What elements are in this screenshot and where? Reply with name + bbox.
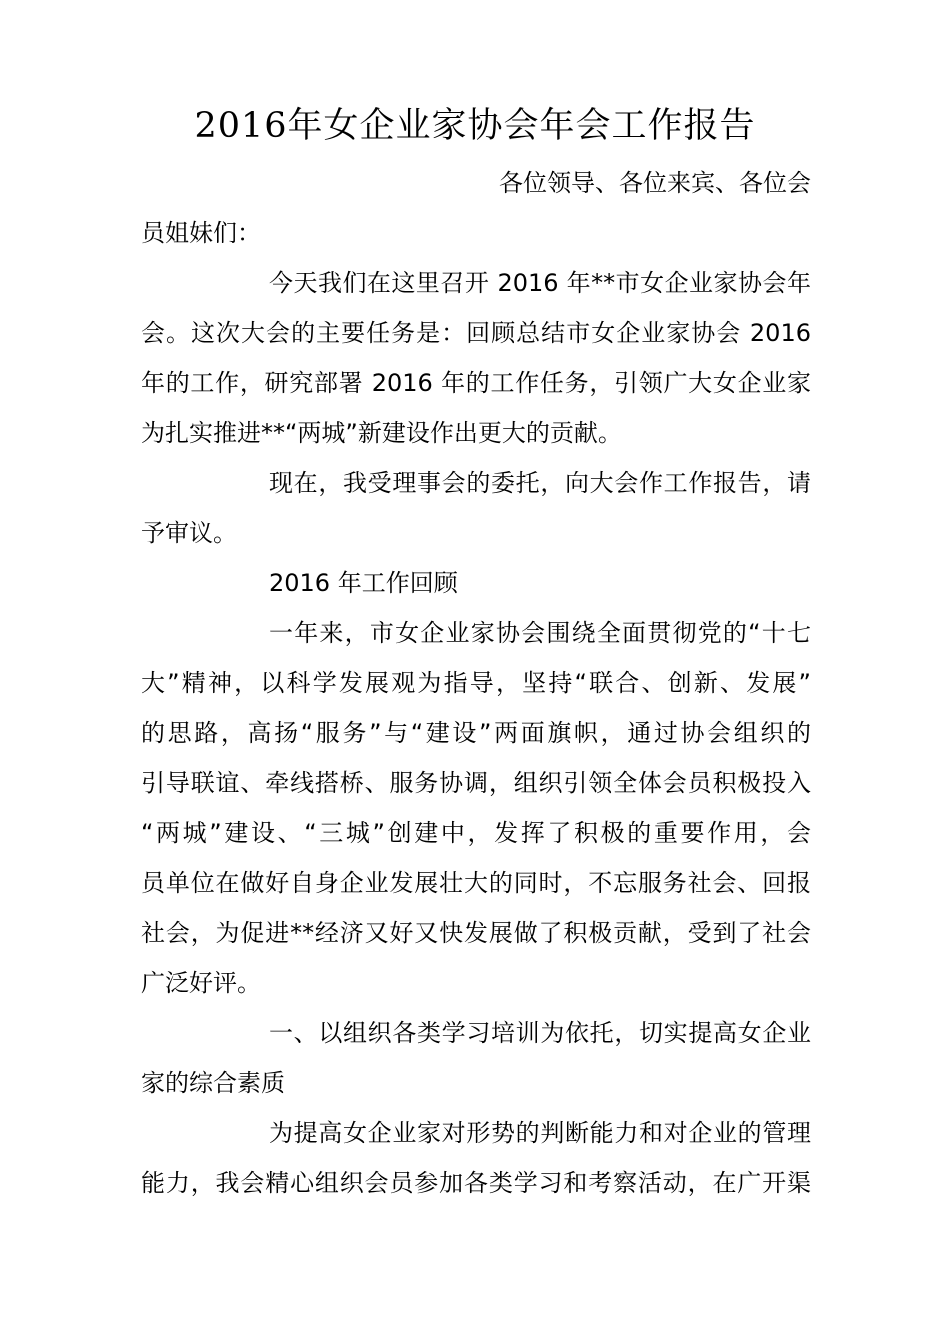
paragraph-2-line-2: 予审议。 (141, 519, 237, 547)
paragraph-3-line-2: 大”精神，以科学发展观为指导，坚持“联合、创新、发展” (141, 669, 811, 697)
paragraph-1-line-4: 为扎实推进**“两城”新建设作出更大的贡献。 (141, 419, 622, 447)
paragraph-3-line-4: 引导联谊、牵线搭桥、服务协调，组织引领全体会员积极投入 (141, 769, 811, 797)
salutation-line-1: 各位领导、各位来宾、各位会 (499, 169, 811, 197)
paragraph-1-line-1: 今天我们在这里召开 2016 年**市女企业家协会年 (269, 269, 811, 297)
paragraph-4-line-2: 能力，我会精心组织会员参加各类学习和考察活动，在广开渠 (141, 1169, 811, 1197)
paragraph-3-line-6: 员单位在做好自身企业发展壮大的同时，不忘服务社会、回报 (141, 869, 811, 897)
paragraph-3-line-5: “两城”建设、“三城”创建中，发挥了积极的重要作用，会 (141, 819, 811, 847)
paragraph-1-line-2: 会。这次大会的主要任务是：回顾总结市女企业家协会 2016 (141, 319, 811, 347)
salutation-line-2: 员姐妹们： (141, 219, 261, 247)
paragraph-3-line-8: 广泛好评。 (141, 969, 261, 997)
paragraph-3-line-7: 社会，为促进**经济又好又快发展做了积极贡献，受到了社会 (141, 919, 811, 947)
document-body (141, 158, 811, 1208)
paragraph-2-line-1: 现在，我受理事会的委托，向大会作工作报告，请 (269, 469, 811, 497)
section-heading-review: 2016 年工作回顾 (269, 569, 458, 597)
paragraph-4-line-1: 为提高女企业家对形势的判断能力和对企业的管理 (269, 1119, 811, 1147)
document-title: 2016年女企业家协会年会工作报告 (194, 106, 756, 146)
paragraph-3-line-1: 一年来，市女企业家协会围绕全面贯彻党的“十七 (269, 619, 811, 647)
section-heading-1-line-2: 家的综合素质 (141, 1069, 285, 1097)
paragraph-1-line-3: 年的工作，研究部署 2016 年的工作任务，引领广大女企业家 (141, 369, 811, 397)
paragraph-3-line-3: 的思路，高扬“服务”与“建设”两面旗帜，通过协会组织的 (141, 719, 811, 747)
section-heading-1-line-1: 一、以组织各类学习培训为依托，切实提高女企业 (269, 1019, 811, 1047)
